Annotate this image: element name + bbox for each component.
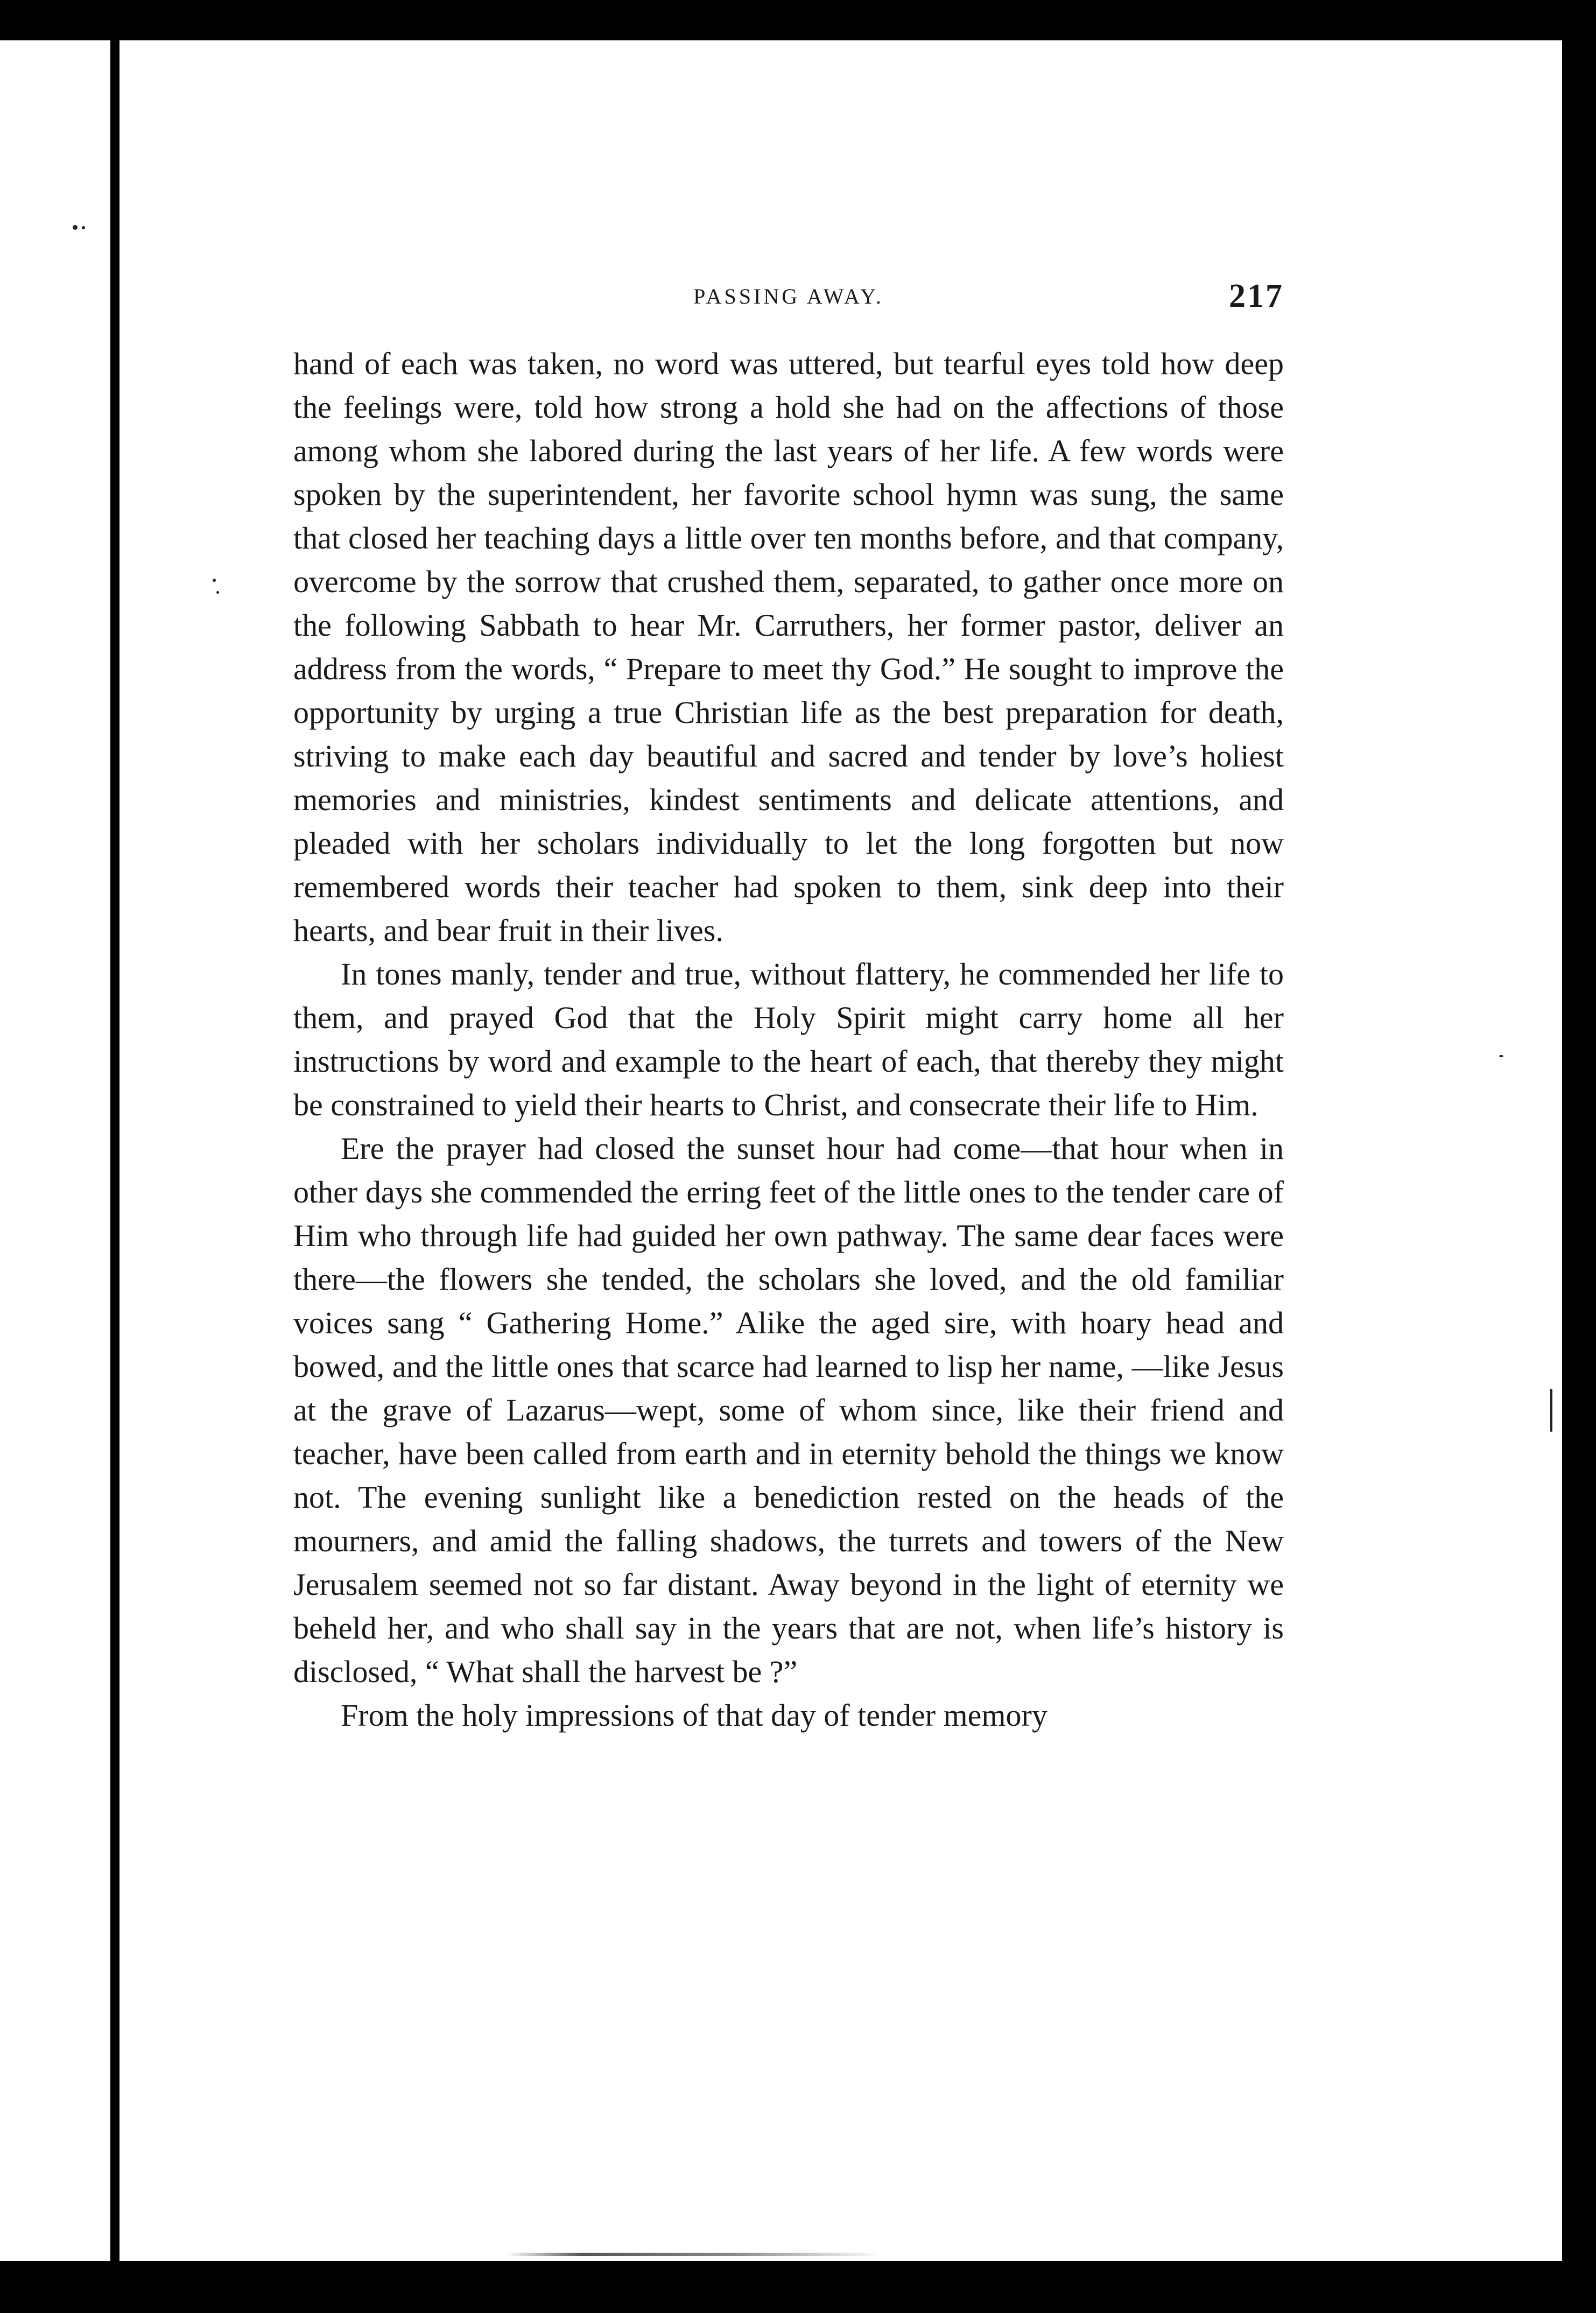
paragraph: In tones manly, tender and true, without flattery, he commended her life to them, and prayed God that the Holy Spirit might carry home all her instructions by word and example to the heart of each, that thereby they might be constrained to yield their hearts to Christ, and consecrate their life to Him. [293, 957, 1284, 1122]
scan-speck [216, 591, 219, 594]
scan-speck [73, 225, 78, 230]
body-text [293, 342, 1284, 1737]
scan-left-margin [0, 40, 110, 2261]
scan-speck [213, 579, 216, 582]
running-head: PASSING AWAY. [693, 284, 884, 308]
scan-speck [82, 226, 85, 229]
page-number: 217 [1229, 278, 1284, 314]
page-header [293, 277, 1284, 320]
scan-speck [1550, 1389, 1552, 1432]
paragraph: From the holy impressions of that day of tender memory [341, 1698, 1047, 1733]
scan-speck [1499, 1055, 1503, 1057]
paragraph: Ere the prayer had closed the sunset hour had come—that hour when in other days she commended the erring feet of the little ones to the tender care of Him who through life had guided her own pathway. The same dear faces were there—the flowers she tended, the scholars she loved, and the old familiar voices sang “ Gathering Home.” Alike the aged sire, with hoary head and bowed, and the little ones that scarce had learned to lisp her name, —like Jesus at the grave of Lazarus—wept, some of whom since, like their friend and teacher, have been called from earth and in eternity behold the things we know not. The evening sunlight like a benediction rested on the heads of the mourners, and amid the falling shadows, the turrets and towers of the New Jerusalem seemed not so far distant. Away beyond in the light of eternity we beheld her, and who shall say in the years that are not, when life’s history is disclosed, “ What shall the harvest be ?” [293, 1131, 1284, 1689]
paragraph: hand of each was taken, no word was uttered, but tearful eyes told how deep the feelings were, told how strong a hold she had on the affections of those among whom she labored during the last years of her life. A few words were spoken by the superintendent, her favorite school hymn was sung, the same that closed her teaching days a little over ten months before, and that company, overcome by the sorrow that crushed them, separated, to gather once more on the following Sabbath to hear Mr. Carruthers, her former pastor, deliver an address from the words, “ Prepare to meet thy God.” He sought to improve the opportunity by urging a true Christian life as the best preparation for death, striving to make each day beautiful and sacred and tender by love’s holiest memories and ministries, kindest sentiments and delicate attentions, and pleaded with her scholars individually to let the long forgotten but now remembered words their teacher had spoken to them, sink deep into their hearts, and bear fruit in their lives. [293, 346, 1284, 948]
scan-smudge [506, 2253, 883, 2256]
